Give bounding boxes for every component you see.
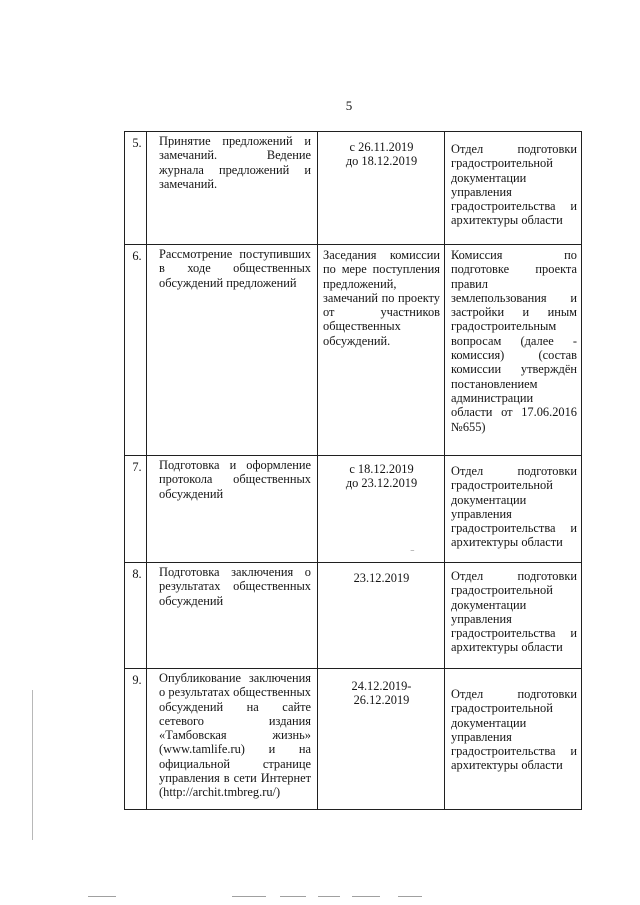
- responsible-cell: [445, 132, 582, 245]
- schedule-table: [124, 131, 582, 810]
- scan-artifact: [88, 896, 116, 897]
- date-text: 24.12.2019- 26.12.2019: [351, 679, 412, 708]
- date-cell: [318, 456, 445, 563]
- row-number: 5.: [132, 136, 142, 150]
- date-text: с 26.11.2019 до 18.12.2019: [345, 140, 418, 169]
- row-number: 6.: [132, 249, 142, 263]
- scan-artifact: [280, 896, 306, 897]
- row-number-cell: [125, 132, 147, 245]
- table-row: [125, 456, 582, 563]
- scan-margin-line: [32, 690, 33, 840]
- responsible-cell: [445, 669, 582, 810]
- activity-cell: [147, 132, 318, 245]
- date-text: Заседания комиссии по мере поступления предложений, замечаний по проекту от участников общественных обсуждений.: [323, 248, 440, 348]
- activity-text: Подготовка заключения о результатах общественных обсуждений: [159, 565, 311, 608]
- responsible-cell: [445, 456, 582, 563]
- date-cell: [318, 245, 445, 456]
- activity-cell: [147, 563, 318, 669]
- responsible-text: Отдел подготовки градостроительной документации управления градостроительства и архитектуры области: [451, 142, 577, 228]
- responsible-cell: [445, 563, 582, 669]
- scan-artifact: ⁻: [410, 547, 415, 557]
- row-number: 8.: [132, 567, 142, 581]
- row-number-cell: [125, 669, 147, 810]
- activity-text: Подготовка и оформление протокола общественных обсуждений: [159, 458, 311, 501]
- activity-cell: [147, 245, 318, 456]
- activity-text: Опубликование заключения о результатах общественных обсуждений на сайте сетевого издания «Тамбовская жизнь» (www.tamlife.ru) и на официальной странице управления в сети Интернет (http://archit.tmbreg.ru/): [159, 671, 311, 800]
- date-cell: [318, 132, 445, 245]
- activity-text: Рассмотрение поступивших в ходе общественных обсуждений предложений: [159, 247, 311, 290]
- responsible-text: Отдел подготовки градостроительной документации управления градостроительства и архитектуры области: [451, 687, 577, 773]
- scan-artifact: [232, 896, 266, 897]
- activity-cell: [147, 456, 318, 563]
- date-text: 23.12.2019: [353, 571, 410, 585]
- activity-text: Принятие предложений и замечаний. Ведение журнала предложений и замечаний.: [159, 134, 311, 191]
- responsible-cell: [445, 245, 582, 456]
- date-cell: [318, 563, 445, 669]
- responsible-text: Комиссия по подготовке проекта правил землепользования и застройки и иным градостроительным вопросам (далее - комиссия) (состав комиссии утверждён постановлением администрации области от 17.06.2016 №655): [451, 248, 577, 434]
- table-row: [125, 563, 582, 669]
- row-number-cell: [125, 563, 147, 669]
- responsible-text: Отдел подготовки градостроительной документации управления градостроительства и архитектуры области: [451, 464, 577, 550]
- scan-artifact: [398, 896, 422, 897]
- scan-artifact: [318, 896, 340, 897]
- scan-artifact: [352, 896, 380, 897]
- row-number-cell: [125, 245, 147, 456]
- activity-cell: [147, 669, 318, 810]
- page-number: 5: [345, 98, 353, 113]
- table-row: [125, 245, 582, 456]
- date-text: с 18.12.2019 до 23.12.2019: [345, 462, 418, 491]
- table-row: [125, 669, 582, 810]
- row-number: 9.: [132, 673, 142, 687]
- row-number: 7.: [132, 460, 142, 474]
- row-number-cell: [125, 456, 147, 563]
- table-row: [125, 132, 582, 245]
- responsible-text: Отдел подготовки градостроительной документации управления градостроительства и архитектуры области: [451, 569, 577, 655]
- date-cell: [318, 669, 445, 810]
